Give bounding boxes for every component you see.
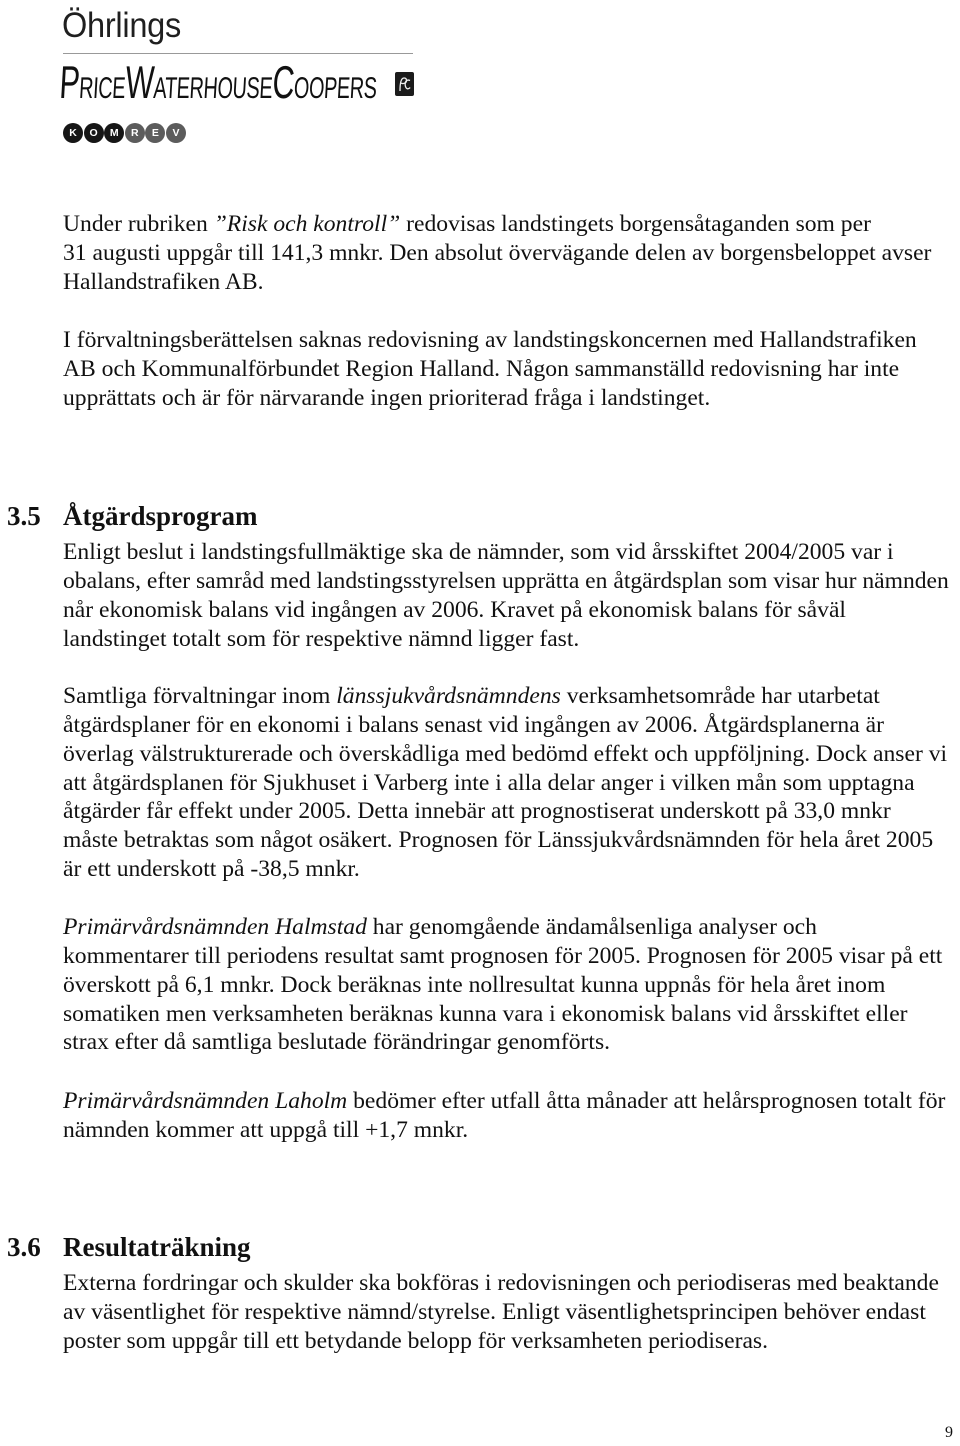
text-line: [63, 913, 942, 942]
text-line: åtgärdsplaner för en ekonomi i balans senast vid ingången av 2006. Åtgärdsplanerna är: [63, 711, 884, 738]
text-line: måste betraktas som något osäkert. Prognosen för Länssjukvårdsnämnden för hela året 2005: [63, 827, 934, 854]
wordmark-letter: O: [308, 72, 326, 105]
text-line: är ett underskott på -38,5 mnkr.: [63, 856, 360, 883]
line-text: redovisas landstingets borgensåtaganden som per: [400, 211, 871, 237]
text-line: I förvaltningsberättelsen saknas redovisning av landstingskoncernen med Hallandstrafiken: [63, 327, 917, 353]
wordmark-letter: S: [245, 72, 261, 105]
wordmark-letter: T: [163, 72, 178, 105]
text-line: Hallandstrafiken AB.: [63, 268, 264, 295]
section-heading: [0, 1231, 420, 1263]
wordmark-letter: A: [152, 72, 166, 105]
text-line: landstinget totalt som för respektive nämnd ligger fast.: [63, 625, 580, 652]
line-text: verksamhetsområde har utarbetat: [560, 683, 880, 709]
text-line: 31 augusti uppgår till 141,3 mnkr. Den absolut övervägande delen av borgensbeloppet avser: [63, 239, 932, 266]
emphasis-text: länssjukvårdsnämndens: [336, 683, 561, 709]
text-line: strax efter då samtliga beslutade förändringar genomförts.: [63, 1029, 611, 1056]
paragraph: [63, 210, 931, 297]
text-line: åtgärder får effekt under 2005. Detta innebär att prognostiserat underskott på 33,0 mnkr: [63, 798, 891, 825]
text-line: Enligt beslut i landstingsfullmäktige ska de nämnder, som vid årsskiftet 2004/2005 var i: [63, 539, 894, 565]
line-text: har genomgående ändamålsenliga analyser och: [366, 914, 817, 940]
emphasis-text: Primärvårdsnämnden Halmstad: [63, 914, 367, 940]
text-line: att åtgärdsplanen för Sjukhuset i Varberg inte i alla delar anger i vilken mån som upptagna: [63, 769, 915, 796]
komrev-letter: E: [145, 123, 165, 143]
text-line: kommentarer till periodens resultat samt prognosen för 2005. Prognosen för 2005 visar på ett: [63, 942, 943, 969]
wordmark-letter: S: [362, 72, 378, 105]
komrev-letter: R: [125, 123, 145, 143]
wordmark-letter: E: [175, 72, 191, 105]
paragraph: [63, 326, 917, 413]
text-line: poster som uppgår till ett betydande belopp för verksamheten periodiseras.: [63, 1327, 768, 1354]
wordmark-letter: R: [78, 72, 95, 105]
komrev-letter: O: [84, 123, 104, 143]
wordmark-letter: R: [348, 72, 365, 105]
section-number: 3.5: [7, 501, 41, 531]
paragraph: [63, 538, 949, 653]
text-line: nämnden kommer att uppgå till +1,7 mnkr.: [63, 1116, 469, 1143]
section-title: Åtgärdsprogram: [63, 501, 258, 531]
wordmark: [58, 58, 379, 113]
text-line: upprättats och är för närvarande ingen prioriterad fråga i landstinget.: [63, 384, 711, 411]
wordmark-letter: C: [97, 72, 114, 105]
line-text: Under rubriken: [63, 211, 214, 237]
wordmark-letter: P: [58, 56, 82, 108]
wordmark-letter: R: [188, 72, 205, 105]
text-line: Externa fordringar och skulder ska bokföras i redovisningen och periodiseras med beaktande: [63, 1270, 939, 1296]
text-line: [63, 210, 931, 239]
komrev-letter: M: [104, 123, 124, 143]
text-line: obalans, efter samråd med landstingsstyrelsen upprätta en åtgärdsplan som visar hur nämnden: [63, 567, 949, 594]
paragraph: [63, 1087, 945, 1145]
header-divider: [63, 53, 413, 54]
section-heading: [0, 500, 420, 532]
section-title: Resultaträkning: [63, 1232, 251, 1262]
text-line: överskott på 6,1 mnkr. Dock beräknas inte nollresultat kunna uppnås för hela året inom: [63, 971, 886, 998]
text-line: [63, 682, 947, 711]
wordmark-letter: E: [111, 72, 127, 105]
emphasis-text: ”Risk och kontroll”: [213, 211, 401, 237]
text-line: AB och Kommunalförbundet Region Halland. Någon sammanställd redovisning har inte: [63, 355, 900, 382]
paragraph: [63, 682, 947, 884]
wordmark-letter: I: [92, 72, 100, 105]
paragraph: [63, 1269, 939, 1356]
paragraph: [63, 913, 942, 1057]
line-text: Samtliga förvaltningar inom: [63, 683, 337, 709]
komrev-letter: K: [63, 123, 83, 143]
wordmark-letter: U: [231, 72, 248, 105]
komrev-logo: [63, 123, 186, 143]
wordmark-letter: W: [124, 56, 156, 108]
emphasis-text: Primärvårdsnämnden Laholm: [63, 1088, 348, 1114]
text-line: [63, 1087, 945, 1116]
wordmark-letter: E: [336, 72, 351, 105]
wordmark-letter: E: [258, 72, 274, 105]
text-line: av väsentlighet för respektive nämnd/styrelse. Enligt väsentlighetsprincipen behöver endast: [63, 1298, 926, 1325]
section-number: 3.6: [7, 1232, 41, 1262]
wordmark-letter: O: [292, 72, 310, 105]
text-line: når ekonomisk balans vid ingången av 2006. Kravet på ekonomisk balans för såväl: [63, 596, 846, 623]
wordmark-letter: P: [323, 72, 338, 105]
wordmark-letter: H: [202, 72, 219, 105]
wordmark-letter: O: [216, 72, 234, 105]
wordmark-letter: C: [271, 56, 296, 108]
firm-name-logo: Öhrlings: [62, 6, 181, 45]
komrev-letter: V: [166, 123, 186, 143]
text-line: överlag välstrukturerade och överskådliga med bedömd effekt och uppföljning. Dock anser vi: [63, 740, 948, 767]
text-line: somatiken men verksamheten beräknas kunna vara i ekonomisk balans vid årsskiftet eller: [63, 1000, 908, 1027]
seal-icon: [395, 72, 414, 96]
line-text: bedömer efter utfall åtta månader att helårsprognosen totalt för: [347, 1088, 946, 1114]
page-number: 9: [945, 1424, 953, 1441]
